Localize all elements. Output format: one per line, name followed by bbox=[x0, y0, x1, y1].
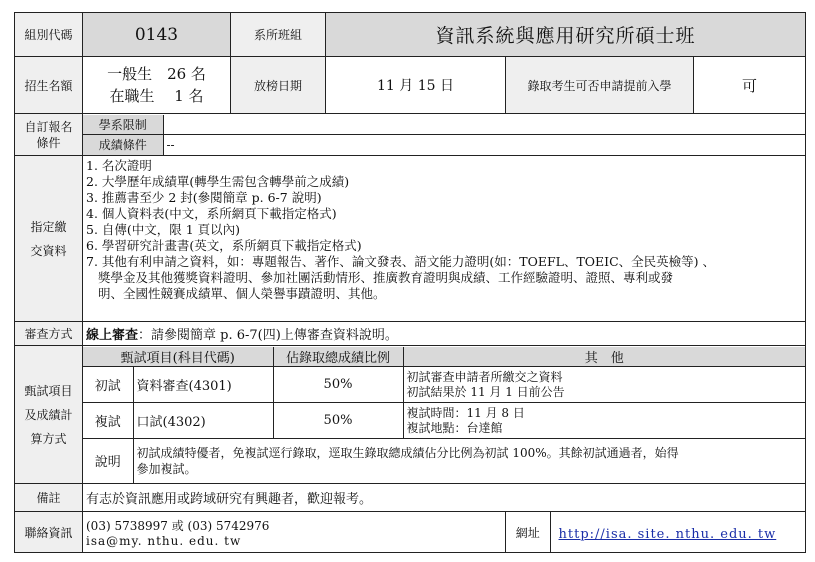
exam-note-line: 參加複試。 bbox=[136, 461, 197, 476]
exam-label-line2: 及成績計 bbox=[24, 407, 73, 422]
web-link-cell bbox=[550, 512, 805, 552]
contact-email: isa@my. nthu. edu. tw bbox=[86, 533, 242, 548]
exam-inner-table bbox=[83, 347, 805, 483]
documents-label bbox=[15, 156, 83, 322]
document-item: 4. 個人資料表(中文，系所網頁下載指定格式) bbox=[86, 206, 337, 221]
remarks-text: 有志於資訊應用或跨域研究有興趣者，歡迎報考。 bbox=[83, 484, 806, 512]
document-item: 5. 自傳(中文，限 1 頁以內) bbox=[86, 222, 241, 237]
score-condition-value: -- bbox=[163, 135, 805, 155]
document-item: 1. 名次證明 bbox=[86, 158, 152, 173]
contact-web bbox=[506, 512, 806, 553]
exam-ratio: 50% bbox=[273, 367, 403, 403]
early-admission-label: 錄取考生可否申請提前入學 bbox=[506, 57, 694, 114]
exam-other-line: 初試結果於 11 月 1 日前公告 bbox=[406, 384, 565, 399]
review-method-bold: 線上審查 bbox=[86, 328, 139, 343]
remarks-label: 備註 bbox=[15, 484, 83, 512]
contact-phone: (03) 5738997 或 (03) 5742976 bbox=[86, 518, 270, 533]
exam-note bbox=[133, 439, 805, 483]
document-item: 7. 其他有利申請之資料，如：專題報告、著作、論文發表、語文能力證明(如：TOEFL、TOEIC、全民英檢等) 、 bbox=[86, 254, 716, 269]
document-item: 2. 大學歷年成績單(轉學生需包含轉學前之成績) bbox=[86, 174, 350, 189]
exam-stage: 初試 bbox=[83, 367, 133, 403]
exam-other-line: 複試時間：11 月 8 日 bbox=[406, 405, 525, 420]
review-method-text: ：請參閱簡章 p. 6-7(四)上傳審查資料說明。 bbox=[138, 328, 398, 343]
exam-row bbox=[83, 403, 805, 439]
dept-limit-label: 學系限制 bbox=[83, 115, 163, 135]
exam-col-item: 甄試項目(科目代碼) bbox=[83, 347, 273, 367]
document-item-continued: 明、全國性競賽成績單、個人榮譽事蹟證明、其他。 bbox=[98, 286, 386, 301]
score-condition-label: 成績條件 bbox=[83, 135, 163, 155]
review-method bbox=[83, 322, 806, 346]
contact-web-inner bbox=[506, 512, 805, 552]
documents-list bbox=[83, 156, 806, 322]
exam-item: 口試(4302) bbox=[133, 403, 273, 439]
exam-other bbox=[403, 367, 805, 403]
exam-cell bbox=[83, 346, 806, 484]
admission-info-sheet bbox=[14, 12, 805, 553]
document-item-continued: 獎學金及其他獲獎資料證明、參加社團活動情形、推廣教育證明與成績、工作經驗證明、證照、專利或發 bbox=[98, 270, 674, 285]
exam-label bbox=[15, 346, 83, 484]
website-link[interactable]: http://isa. site. nthu. edu. tw bbox=[558, 526, 777, 542]
quota-working: 在職生 1 名 bbox=[109, 87, 204, 105]
review-label: 審查方式 bbox=[15, 322, 83, 346]
document-item: 6. 學習研究計畫書(英文，系所網頁下載指定格式) bbox=[86, 238, 362, 253]
dept-limit-value bbox=[163, 115, 805, 135]
exam-stage: 複試 bbox=[83, 403, 133, 439]
restrictions-label: 自訂報名條件 bbox=[15, 114, 83, 156]
exam-label-line1: 甄試項目 bbox=[24, 383, 73, 398]
exam-other-line: 複試地點：台達館 bbox=[406, 420, 503, 435]
exam-note-label: 說明 bbox=[83, 439, 133, 483]
admission-table bbox=[14, 12, 806, 553]
quota-label: 招生名額 bbox=[15, 57, 83, 114]
group-code-label: 組別代碼 bbox=[15, 13, 83, 57]
exam-ratio: 50% bbox=[273, 403, 403, 439]
group-code-value: 0143 bbox=[83, 13, 231, 57]
dept-label: 系所班組 bbox=[231, 13, 326, 57]
exam-note-row bbox=[83, 439, 805, 483]
exam-row bbox=[83, 367, 805, 403]
exam-other-line: 初試審查申請者所繳交之資料 bbox=[406, 369, 563, 384]
exam-item: 資料審查(4301) bbox=[133, 367, 273, 403]
document-item: 3. 推薦書至少 2 封(參閱簡章 p. 6-7 說明) bbox=[86, 190, 322, 205]
exam-note-line: 初試成績特優者，免複試逕行錄取，逕取生錄取總成績佔分比例為初試 100%。其餘初試通過者，始得 bbox=[136, 445, 679, 460]
release-date-label: 放榜日期 bbox=[231, 57, 326, 114]
early-admission-value: 可 bbox=[694, 57, 806, 114]
quota-general: 一般生 26 名 bbox=[107, 65, 206, 83]
contact-label: 聯絡資訊 bbox=[15, 512, 83, 553]
release-date-value: 11 月 15 日 bbox=[326, 57, 506, 114]
dept-name: 資訊系統與應用研究所碩士班 bbox=[326, 13, 806, 57]
restrictions-inner bbox=[83, 115, 805, 155]
quota-values bbox=[83, 57, 231, 114]
exam-col-ratio: 佔錄取總成績比例 bbox=[273, 347, 403, 367]
documents-label-line2: 交資料 bbox=[30, 243, 67, 258]
exam-label-line3: 算方式 bbox=[30, 431, 67, 446]
documents-label-line1: 指定繳 bbox=[30, 219, 67, 234]
exam-col-other: 其 他 bbox=[403, 347, 805, 367]
exam-other bbox=[403, 403, 805, 439]
restrictions-cell bbox=[83, 114, 806, 156]
web-label: 網址 bbox=[506, 512, 550, 552]
contact-info bbox=[83, 512, 506, 553]
